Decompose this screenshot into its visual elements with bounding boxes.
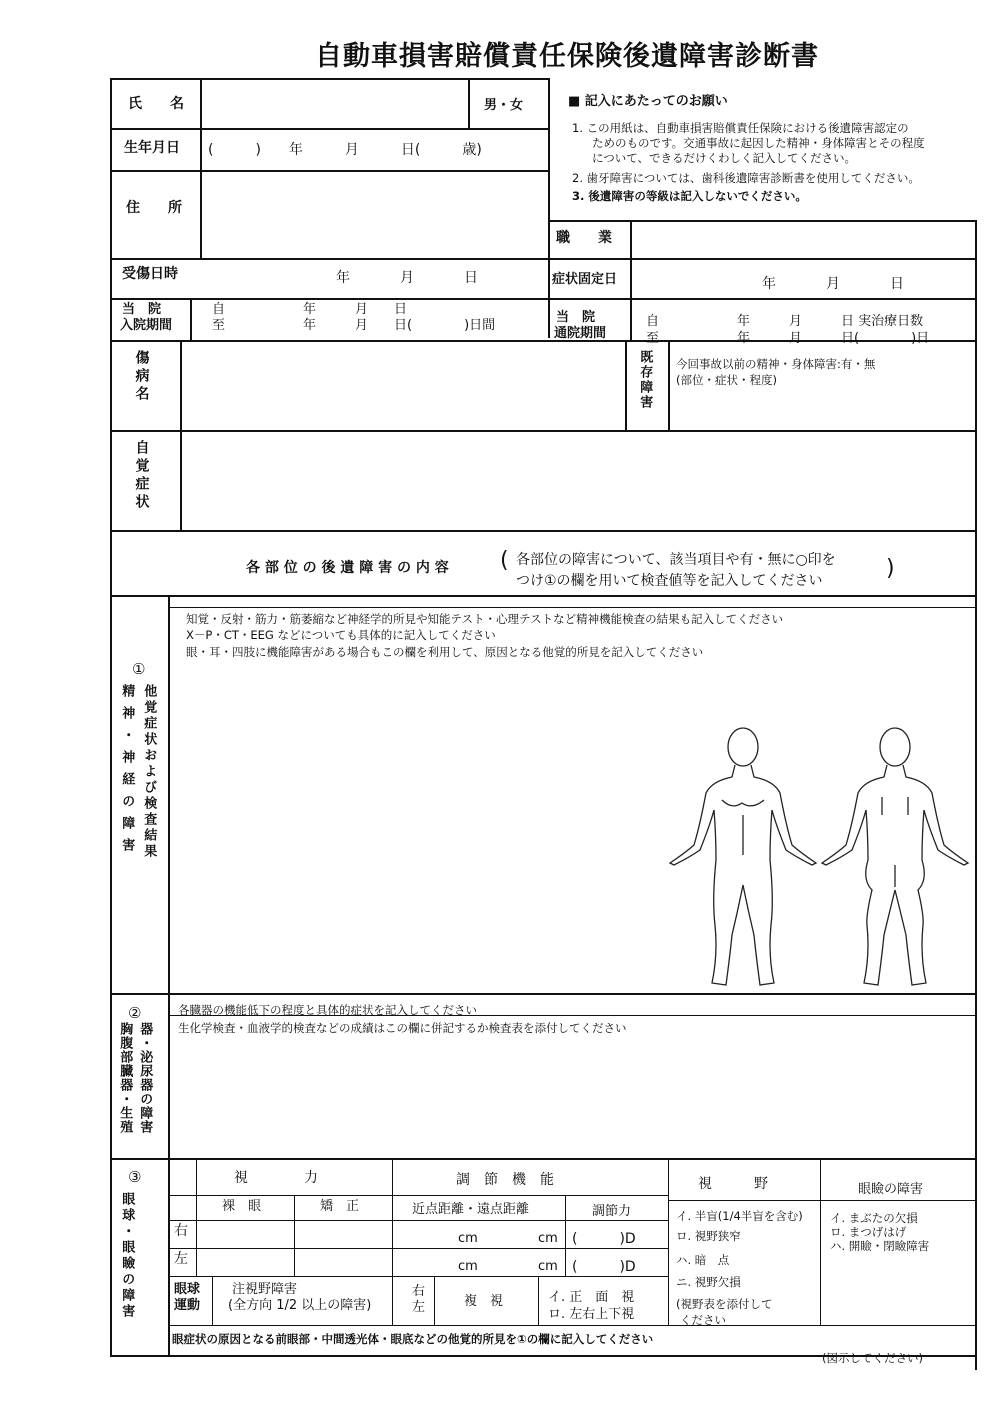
hosp-to[interactable]: 至 年 月 日( )日間 [212, 318, 496, 333]
preexisting-text-1: 今回事故以前の精神・身体障害:有・無 [676, 357, 876, 371]
instruction-1b: ためのものです。交通事故に起因した精神・身体障害とその程度 [592, 136, 925, 150]
gaze-label-1: 注視野障害 [232, 1282, 298, 1297]
preexisting-text-2: (部位・症状・程度) [676, 373, 777, 387]
content-note-1: 各部位の障害について、該当項目や有・無に○印を [516, 552, 836, 568]
hosp-label: 当 院 [122, 302, 162, 317]
outp-label: 当 院 [556, 310, 596, 325]
bracket-close: ) [886, 556, 895, 581]
right-diopter-field[interactable]: ( )D [572, 1231, 636, 1247]
injury-date-field[interactable]: 年 月 日 [336, 270, 480, 286]
accommodation-header: 調 節 機 能 [456, 1172, 554, 1188]
injury-date-label: 受傷日時 [122, 266, 178, 282]
field-note-1: (視野表を添付して [676, 1297, 773, 1311]
accom-power-header: 調節力 [592, 1204, 632, 1219]
instruction-3: 3. 後遺障害の等級は記入しないでください。 [572, 189, 807, 203]
gaze-label-2: (全方向 1/2 以上の障害) [228, 1298, 372, 1313]
movement-label-2: 運動 [174, 1298, 201, 1313]
diplopia-option-1[interactable]: イ. 正 面 視 [548, 1290, 635, 1305]
hosp-from[interactable]: 自 年 月 日 [212, 302, 408, 317]
instruction-2: 2. 歯牙障害については、歯科後遺障害診断書を使用してください。 [572, 171, 920, 185]
corrected-header: 矯 正 [320, 1199, 360, 1214]
vision-header: 視 力 [234, 1170, 318, 1186]
movement-label-1: 眼球 [174, 1282, 201, 1297]
s1-text-2: X－P・CT・EEG などについても具体的に記入してください [186, 628, 496, 642]
instruction-1a: 1. この用紙は、自動車損害賠償責任保険における後遺障害認定の [572, 121, 909, 135]
diplopia-label: 複 視 [464, 1294, 504, 1309]
eyelid-option-2[interactable]: ロ. まつげはげ [830, 1225, 907, 1239]
left-diopter-field[interactable]: ( )D [572, 1259, 636, 1275]
instruction-1c: について、できるだけくわしく記入してください。 [592, 151, 857, 165]
form-title: 自動車損害賠償責任保険後遺障害診断書 [315, 41, 819, 72]
eyelid-option-1[interactable]: イ. まぶたの欠損 [830, 1211, 918, 1225]
instructions-heading: ■ 記入にあたってのお願い [568, 94, 728, 109]
fixed-date-field[interactable]: 年 月 日 [762, 276, 906, 292]
field-header: 視 野 [698, 1176, 768, 1192]
s2-label-b: 器・泌尿器の障害 [137, 1022, 153, 1134]
border-line [110, 78, 550, 80]
eye-footer-note: 眼症状の原因となる前眼部・中間透光体・眼底などの他覚的所見を①の欄に記入してください [172, 1332, 654, 1346]
s3-number: ③ [128, 1168, 142, 1186]
birth-date-field[interactable]: ( ) 年 月 日( 歳) [208, 142, 482, 158]
s2-number: ② [128, 1004, 142, 1022]
right-far-unit: cm [538, 1231, 558, 1246]
right-eye-label: 右 [174, 1223, 188, 1239]
s2-label-a: 胸腹部臓器・生殖 [117, 1022, 133, 1134]
bracket-open: ( [500, 548, 509, 573]
naked-header: 裸 眼 [222, 1199, 262, 1214]
near-far-header: 近点距離・遠点距離 [412, 1202, 530, 1217]
s2-text-1: 各臓器の機能低下の程度と具体的症状を記入してください [178, 1003, 477, 1017]
outp-label-2: 通院期間 [554, 326, 607, 341]
gaze-right[interactable]: 右 [412, 1284, 426, 1299]
back-body-icon [822, 728, 968, 985]
content-note-2: つけ①の欄を用いて検査値等を記入してください [516, 573, 823, 589]
sex-field[interactable]: 男・女 [484, 98, 524, 113]
left-eye-label: 左 [174, 1251, 188, 1267]
field-option-4[interactable]: ニ. 視野欠損 [676, 1275, 741, 1289]
diagnosis-label: 傷病名 [133, 350, 150, 404]
eyelid-option-3[interactable]: ハ. 開瞼・閉瞼障害 [830, 1239, 930, 1253]
right-near-unit: cm [458, 1231, 478, 1246]
hosp-label-2: 入院期間 [120, 318, 173, 333]
occupation-label: 職 業 [556, 230, 612, 246]
s1-number: ① [132, 660, 146, 678]
s1-text-3: 眼・耳・四肢に機能障害がある場合もこの欄を利用して、原因となる他覚的所見を記入してください [186, 645, 704, 659]
border-line [110, 78, 112, 1356]
s1-text-1: 知覚・反射・筋力・筋萎縮など神経学的所見や知能テスト・心理テストなど精神機能検査の結果も記入してください [186, 612, 784, 626]
s1-label-b: 他覚症状および検査結果 [141, 684, 157, 860]
body-diagram[interactable] [660, 725, 980, 995]
left-near-unit: cm [458, 1259, 478, 1274]
left-far-unit: cm [538, 1259, 558, 1274]
s1-label-a: 精神・神経の障害 [119, 684, 135, 860]
eyelid-header: 眼瞼の障害 [858, 1182, 924, 1197]
field-option-1[interactable]: イ. 半盲(1/4半盲を含む) [676, 1209, 803, 1223]
diplopia-option-2[interactable]: ロ. 左右上下視 [548, 1307, 635, 1322]
content-heading: 各 部 位 の 後 遺 障 害 の 内 容 [246, 560, 449, 576]
name-label: 氏 名 [128, 96, 184, 112]
field-note-2: ください [680, 1313, 726, 1327]
fixed-date-label: 症状固定日 [552, 272, 618, 287]
s2-text-2: 生化学検査・血液学的検査などの成績はこの欄に併記するか検査表を添付してください [178, 1021, 627, 1035]
preexisting-label: 既存障害 [637, 350, 653, 410]
address-label: 住 所 [126, 200, 182, 216]
field-option-3[interactable]: ハ. 暗 点 [676, 1253, 730, 1267]
front-body-icon [670, 728, 816, 985]
symptoms-label: 自覚症状 [133, 440, 150, 512]
outp-to[interactable]: 至 年 月 日( )日 [646, 331, 930, 346]
gaze-left[interactable]: 左 [412, 1300, 426, 1315]
birth-label: 生年月日 [124, 140, 180, 156]
diagram-note: (図示してください) [822, 1351, 923, 1365]
outp-from[interactable]: 自 年 月 日 実治療日数 [646, 314, 924, 329]
field-option-2[interactable]: ロ. 視野狭窄 [676, 1229, 741, 1243]
s3-label: 眼球・眼瞼の障害 [119, 1192, 135, 1320]
